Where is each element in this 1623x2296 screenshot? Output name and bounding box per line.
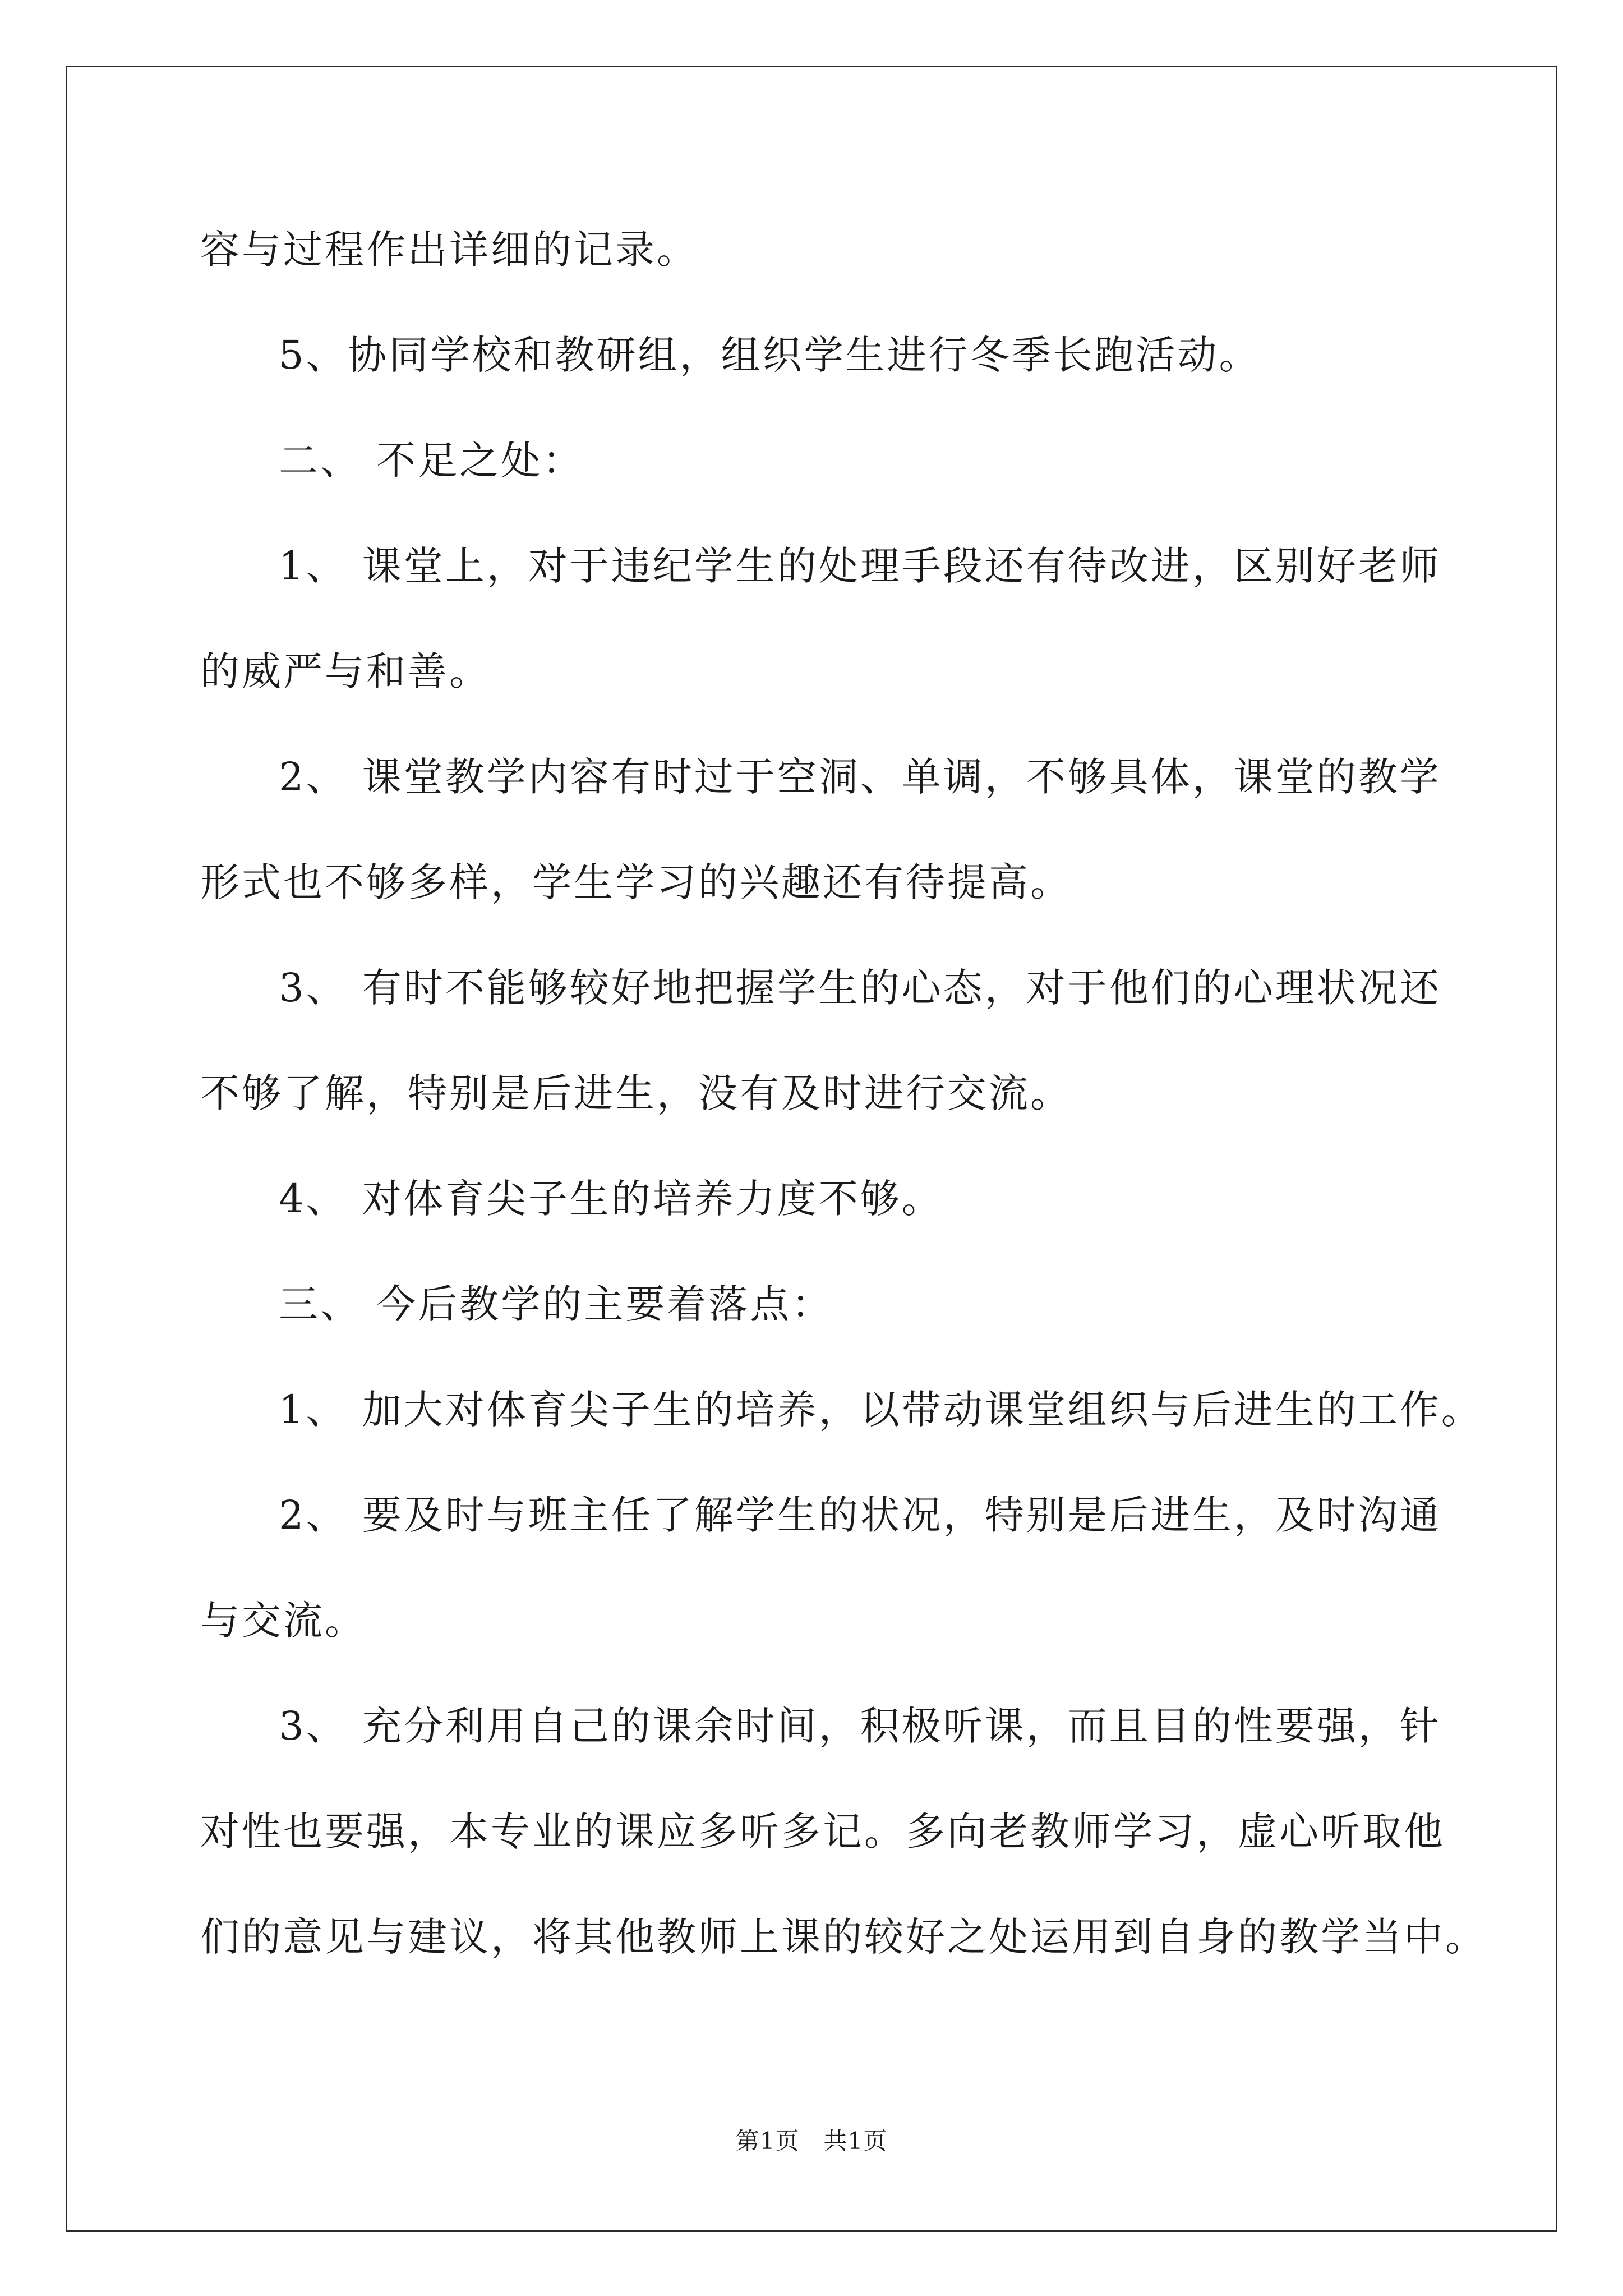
body-line: 1、 课堂上，对于违纪学生的处理手段还有待改进，区别好老师 <box>279 543 1441 589</box>
body-line: 与交流。 <box>200 1598 366 1644</box>
section-heading: 三、 今后教学的主要着落点： <box>279 1281 833 1327</box>
page-number: 第1页 <box>735 2127 800 2155</box>
body-line: 们的意见与建议，将其他教师上课的较好之处运用到自身的教学当中。 <box>200 1914 1487 1960</box>
section-heading: 二、 不足之处： <box>279 438 584 484</box>
body-line: 对性也要强，本专业的课应多听多记。多向老教师学习，虚心听取他 <box>200 1809 1445 1855</box>
body-line: 5、协同学校和教研组，组织学生进行冬季长跑活动。 <box>279 332 1261 378</box>
body-line: 2、 课堂教学内容有时过于空洞、单调，不够具体，课堂的教学 <box>279 754 1441 800</box>
page-footer <box>0 2129 1623 2153</box>
body-line: 4、 对体育尖子生的培养力度不够。 <box>279 1176 943 1222</box>
page-border <box>66 66 1557 2232</box>
body-line: 2、 要及时与班主任了解学生的状况，特别是后进生，及时沟通 <box>279 1492 1441 1538</box>
body-line: 容与过程作出详细的记录。 <box>200 227 698 273</box>
body-line: 3、 充分利用自己的课余时间，积极听课，而且目的性要强，针 <box>279 1703 1441 1749</box>
body-line: 3、 有时不能够较好地把握学生的心态，对于他们的心理状况还 <box>279 965 1441 1011</box>
body-line: 1、 加大对体育尖子生的培养，以带动课堂组织与后进生的工作。 <box>279 1387 1483 1433</box>
body-line: 的威严与和善。 <box>200 648 491 694</box>
page-total: 共1页 <box>823 2127 888 2155</box>
body-line: 形式也不够多样，学生学习的兴趣还有待提高。 <box>200 859 1072 905</box>
body-line: 不够了解，特别是后进生，没有及时进行交流。 <box>200 1070 1072 1116</box>
